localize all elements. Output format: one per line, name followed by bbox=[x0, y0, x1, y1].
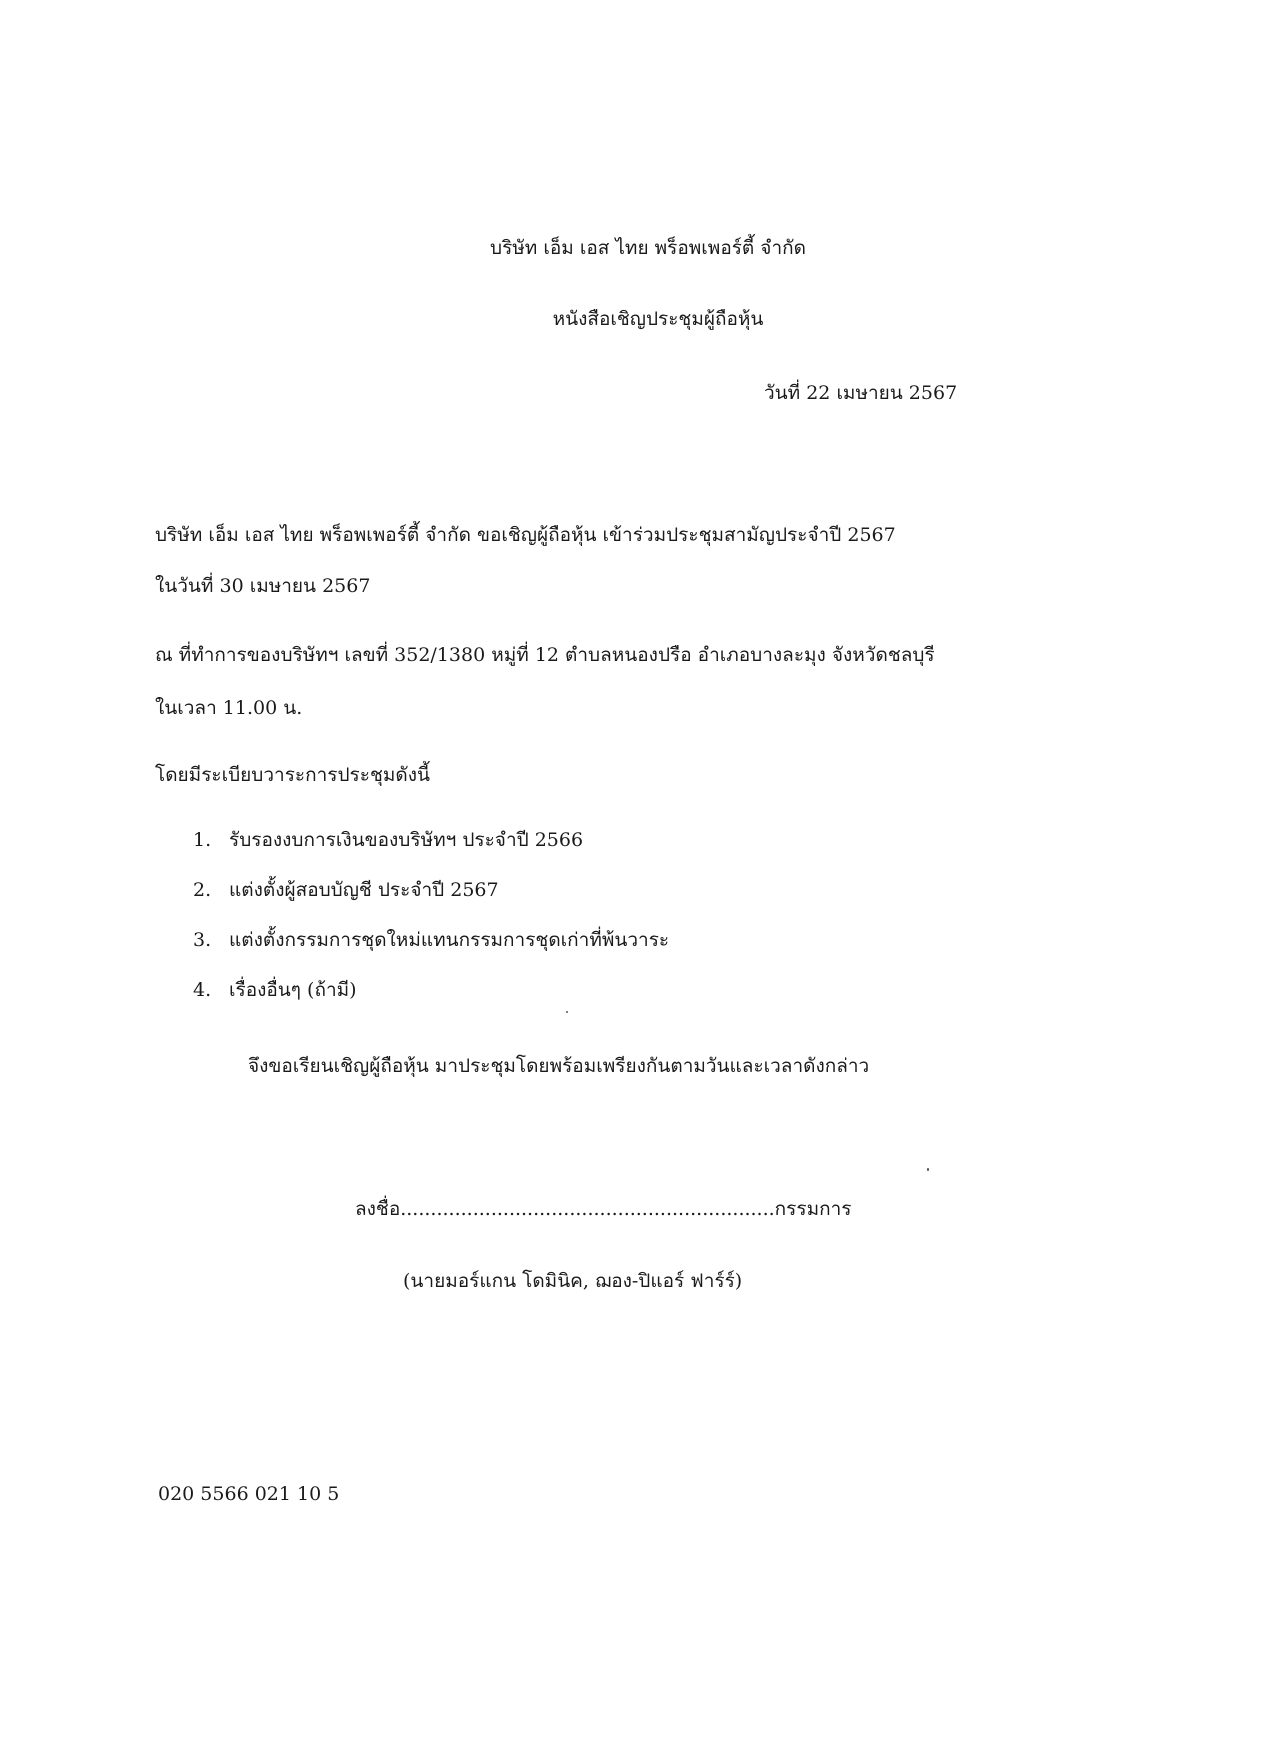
scan-speck bbox=[566, 1011, 568, 1013]
invitation-line-2: ในวันที่ 30 เมษายน 2567 bbox=[155, 575, 371, 597]
scan-speck bbox=[927, 1168, 929, 1171]
agenda-intro: โดยมีระเบียบวาระการประชุมดังนี้ bbox=[155, 764, 430, 786]
agenda-list bbox=[193, 828, 669, 1028]
document-date: วันที่ 22 เมษายน 2567 bbox=[764, 382, 958, 404]
agenda-number: 1. bbox=[193, 829, 212, 851]
agenda-text: รับรองงบการเงินของบริษัทฯ ประจำปี 2566 bbox=[229, 829, 584, 851]
agenda-item bbox=[193, 878, 669, 928]
location-line-2: ในเวลา 11.00 น. bbox=[155, 697, 303, 719]
agenda-text: แต่งตั้งกรรมการชุดใหม่แทนกรรมการชุดเก่าที่พ้นวาระ bbox=[229, 929, 670, 951]
agenda-item bbox=[193, 828, 669, 878]
signer-name: (นายมอร์แกน โดมินิค, ฌอง-ปิแอร์ ฟาร์ร์) bbox=[403, 1270, 743, 1292]
closing-statement: จึงขอเรียนเชิญผู้ถือหุ้น มาประชุมโดยพร้อมเพรียงกันตามวันและเวลาดังกล่าว bbox=[248, 1055, 870, 1077]
document-title: หนังสือเชิญประชุมผู้ถือหุ้น bbox=[552, 308, 764, 330]
registration-number: 020 5566 021 10 5 bbox=[158, 1483, 340, 1505]
agenda-number: 2. bbox=[193, 879, 212, 901]
agenda-text: แต่งตั้งผู้สอบบัญชี ประจำปี 2567 bbox=[229, 879, 499, 901]
signature-line: ลงชื่อ..............................................................กรรมการ bbox=[355, 1198, 852, 1220]
agenda-text: เรื่องอื่นๆ (ถ้ามี) bbox=[229, 979, 357, 1001]
location-line-1: ณ ที่ทำการของบริษัทฯ เลขที่ 352/1380 หมู่ที่ 12 ตำบลหนองปรือ อำเภอบางละมุง จังหวัดชลบุรี bbox=[155, 644, 935, 666]
agenda-item bbox=[193, 928, 669, 978]
agenda-number: 3. bbox=[193, 929, 212, 951]
invitation-line-1: บริษัท เอ็ม เอส ไทย พร็อพเพอร์ตี้ จำกัด ขอเชิญผู้ถือหุ้น เข้าร่วมประชุมสามัญประจำปี 2567 bbox=[155, 524, 896, 546]
agenda-item bbox=[193, 978, 669, 1028]
company-name: บริษัท เอ็ม เอส ไทย พร็อพเพอร์ตี้ จำกัด bbox=[490, 237, 806, 259]
agenda-number: 4. bbox=[193, 979, 212, 1001]
